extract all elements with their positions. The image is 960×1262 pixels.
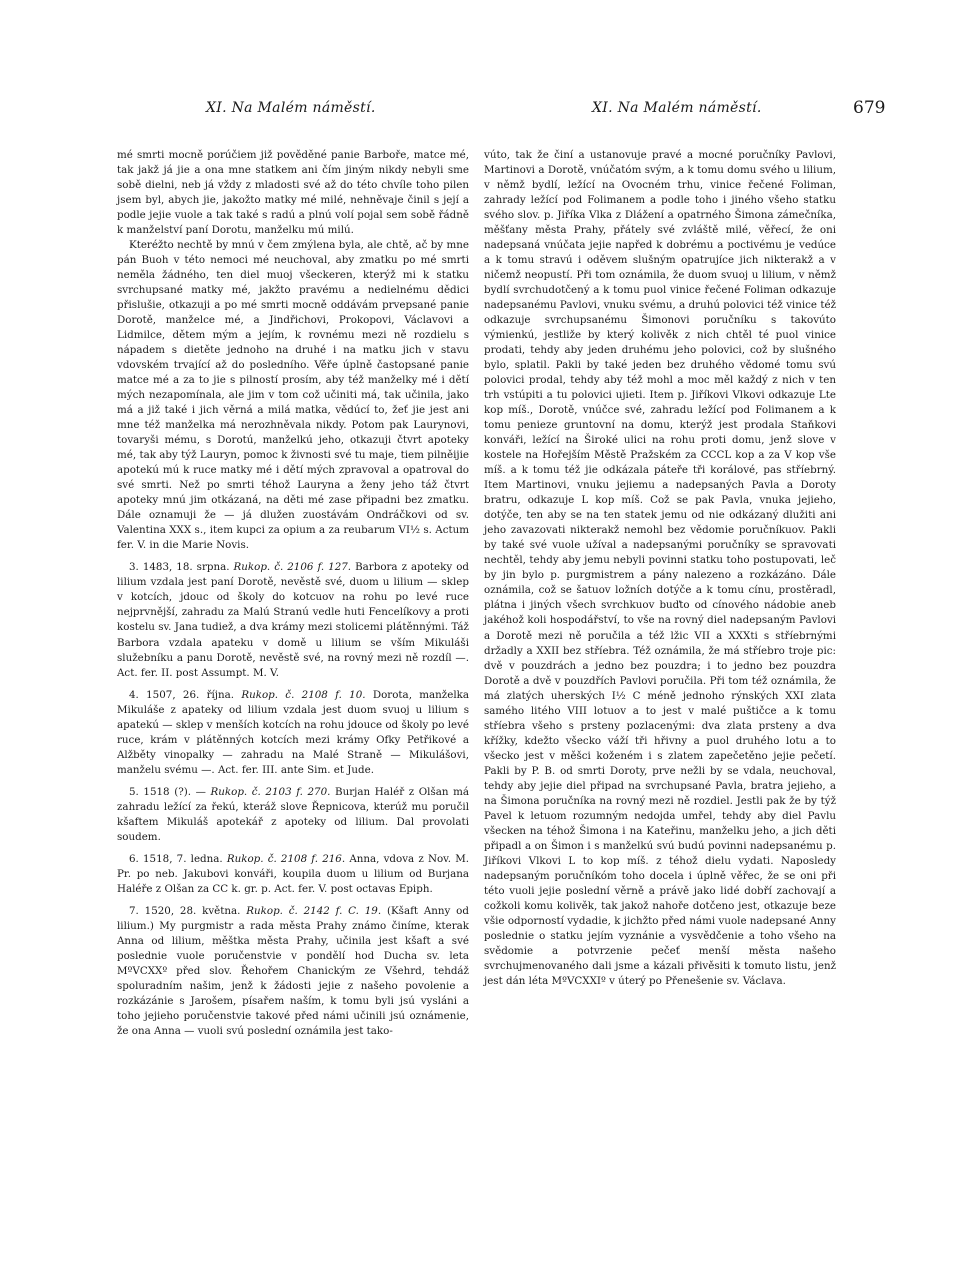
entry-source: Rukop. č. 2108 f. 216. [226, 852, 346, 865]
running-header-right: XI. Na Malém náměstí. [592, 100, 762, 116]
entry-text: Dorota, manželka Mikuláše z apateky od lilium vzdala jest duom svuoj u lilium s apatekú — sklep v menších kotcích na rohu jdouce od školy po levé ruce, krám v plátěnných kotcích mezi krámy Ofky Petřikové a Alžběty vinopalky — zahradu na Malé Straně — Mikulášovi, manželu svému —. Act. fer. III. ante Sim. et Jude. [117, 688, 469, 776]
record-entry-6 [117, 852, 469, 897]
paragraph: vúto, tak že činí a ustanovuje pravé a mocné poručníky Pavlovi, Martinovi a Dorotě, vnúčatóm svým, a k tomu domu svého u lilium, v němž bydlí, ležící na Ovocném trhu, vinice řečené Foliman, zahrady ležící pod Folimanem a podle toho i jiného všeho statku svého slov. p. Jiříka Vlka z Dlážení a opatrného Šimona zámečníka, měšťany města Prahy, přátely své zvláště milé, věřecí, že oni nadepsaná vnúčata jejie napřed k dobrému a poctivému je vedúce a k tomu stravú i oděvem slušným opatrujíce jich nikterakž a v ničemž neopustí. Při tom oznámila, že duom svuoj u lilium, v němž bydlí svrchudotčený a k tomu puol vinice řečené Foliman odkazuje nadepsanému Pavlovi, vnuku svému, a druhú polovici též vinice též odkazuje svrchupsanému Šimonovi poručníku s takovúto výmienkú, jestliže by který kolivěk z nich chtěl té puol vinice prodati, tehdy aby jeden druhému jeho polovici, což by slušného bylo, splatil. Pakli by také jeden bez druhého vědomé tomu svú polovici prodal, tehdy aby též mohl a moc měl každý z nich v ten trh vstúpiti a tu polovici ujieti. Item p. Jiříkovi Vlkovi odkazuje Lte kop míš., Dorotě, vnúčce své, zahradu ležící pod Folimanem a k tomu penieze gruntovní na domu, kterýž jest prodala Staňkovi konváři, ležící na Široké ulici na rohu proti domu, jenž slove v kostele na Hořejším Městě Pražském za CCCL kop a za V kop vše míš. a k tomu též jie odkázala páteře tři korálové, pas stříebrný. Item Martinovi, vnuku jejiemu a nadepsaných Pavla a Doroty bratru, odkazuje L kop míš. Což se pak Pavla, vnuka jejieho, dotýče, ten aby se na ten statek jemu od nie odkázaný dlužiti ani jeho zavazovati nikterakž nemohl bez vědomie poručníkuov. Pakli by také své vuole užíval a nadepsanými poručníky se spravovati nechtěl, tehdy aby jemu nebyli povinni statku toho postupovati, leč by jin bylo p. purgmistrem a pány nalezeno a rozkázáno. Dále oznámila, což se šatuov ložních dotýče a k tomu cínu, prostěradl, plátna i jiných všech svrchkuov buďto od cínového nádobie aneb jakéhož koli hospodářství, to vše na rovný diel nadepsaným Pavlovi a Dorotě mezi ně poručila a též lžic VII a XXXti s stříebrnými držadly a XXII bez stříebra. Též oznámila, že má stříebro troje pic: dvě v pouzdrách a jedno bez pouzdra; i to jedno bez pouzdra Dorotě a dvě v pouzdřích Pavlovi poručila. Při tom též oznámila, že má zlatých uherských I½ C méně jednoho rýnských XXI zlata samého litého VIII lotuov a to jest v malé puštičce a k tomu stříebra všeho s prsteny pozlacenými: dva zlata prsteny a dva křížky, kdežto všecko váží tři hřivny a puol druhého lotu a to všecko jest v měšci koženém i s zlatem zapečetěno jejie pečetí. Pakli by P. B. od smrti Doroty, prve nežli by se vdala, neuchoval, tehdy aby jejie diel připad na svrchupsané Pavla, bratra jejieho, a na Šimona poručníka na rovný mezi ně rozdiel. Jestli pak že by týž Pavel k letuom rozumným nedojda umřel, tehdy aby diel Pavlu všecken na téhož Šimona i na Kateřinu, manželku jeho, a jich děti připadl a on Šimon i s manželkú svú budú povinni nadepsanému p. Jiříkovi Vlkovi L to kop míš. z téhož dielu vydati. Naposledy nadepsaným poručníkóm toho docela i úplně věřec, že se oni při této vuoli jejie poslední věrně a právě jako lidé dobří zachovají a cožkoli komu kolivěk, tak jakož nahoře dotčeno jest, otkazuje beze všie odporností vydadie, k jichžto před námi vuole nadepsané Anny poslednie o statku jejím vyznánie a vysvědčenie a toho všeho na svědomie a potvrzenie pečeť menší města našeho svrchujmenovaného dali jsme a kázali přivěsiti k tomuto listu, jenž jest dán léta MºVCXXIº v úterý po Přenešenie sv. Václava. [484, 149, 836, 987]
entry-heading: 3. 1483, 18. srpna. [129, 561, 230, 574]
entry-source: Rukop. č. 2142 f. C. 19. [246, 904, 382, 917]
page-number: 679 [853, 98, 886, 118]
entry-source: Rukop. č. 2106 f. 127. [233, 561, 352, 574]
paragraph: Kteréžto nechtě by mnú v čem zmýlena byla, ale chtě, ač by mne pán Buoh v této nemoci mé neuchoval, aby zmatku po mé smrti neměla žádného, ten diel muoj všeckeren, kterýž mi k statku svrchupsané matky mé, jakžto pravému a nedielnému dědici přislušie, otkazuji a po mé smrti mocně oddávám prvepsané panie Dorotě, manželce mé, a Jindřichovi, Prokopovi, Václavovi a Lidmilce, dětem mým a jejím, k rovnému mezi ně rozdielu s nápadem s dietěte jednoho na druhé i na matku jich v stavu vdovském trvající až do posledního. Věře úplně častopsané panie matce mé a za to jie s pilností prosím, aby též manželky mé i dětí mých nezapomínala, ale jim v tom což učiniti má, tak učinila, jako má a již také i jich věrná a milá matka, vědúcí to, žeť jie jest ani mne též manželka má nerozhněvala nikdy. Potom pak Laurynovi, tovaryši mému, s Dorotú, manželkú jeho, otkazuji čtvrt apoteky mé, tak aby týž Lauryn, pomoc k živnosti své tu maje, tiem pilněijie apotekú mú k ruce matky mé i dětí mých zpravoval a opatroval do své smrti. Než po smrti téhož Lauryna a ženy jeho táž čtvrt apoteky mnú jim otkázaná, na děti mé zase připadni bez zmatku. Dále oznamuji že — já dlužen zuostávám Ondráčkovi od sv. Valentina XXX s., item kupci za opium a za reubarum VI½ s. Actum fer. V. in die Marie Novis. [117, 239, 469, 552]
record-entry-3 [117, 560, 469, 680]
record-entry-5 [117, 785, 469, 845]
entry-heading: 4. 1507, 26. října. [129, 688, 235, 701]
entry-source: Rukop. č. 2103 f. 270. [210, 785, 331, 798]
record-entry-7 [117, 904, 469, 1039]
record-entry-4 [117, 688, 469, 778]
entry-source: Rukop. č. 2108 f. 10. [241, 688, 366, 701]
left-column [117, 148, 469, 1039]
running-header-left: XI. Na Malém náměstí. [206, 100, 376, 116]
entry-text: Anna, vdova z Nov. M. Pr. po neb. Jakubovi konváři, koupila duom u lilium od Burjana Haléře z Olšan za CC k. gr. p. Act. fer. V. post octavas Epiph. [117, 852, 470, 895]
entry-text: (Kšaft Anny od lilium.) My purgmistr a rada města Prahy známo činíme, kterak Anna od lilium, měštka města Prahy, učinila jest kšaft a své poslednie vuole poručenstvie v pondělí hod Ducha sv. leta MºVCXXº před slov. Řehořem Chanickým ze Všehrd, tehdáž spoluradním našim, jenž k žádosti jejie z našeho povolenie a rozkázánie s Jarošem, písařem naším, k tomu byli jsú vysláni a toho jejieho poručenstvie takové před námi učinili jsú oznámenie, že ona Anna — vuoli svú poslední oznámila jest tako- [117, 904, 469, 1037]
entry-text: Barbora z apoteky od lilium vzdala jest paní Dorotě, nevěstě své, duom u lilium — sklep v kotcích, jdouc od školy do kotcuov na rohu po levé ruce nejprvnější, zahradu za Malú Stranú vedle huti Fencelíkovy a proti kostelu sv. Jana tudiež, a dva krámy mezi stolicemi plátěnnými. Táž Barbora vzdala apateku v domě u lilium se vším Mikuláši služebníku a panu Dorotě, nevěstě své, na rovný mezi ně rozdíl —. Act. fer. II. post Assumpt. M. V. [117, 561, 469, 679]
entry-text: Burjan Haléř z Olšan má zahradu ležící za řekú, kteráž slove Řepnicova, kterúž mu poručil kšaftem Mikuláš apotekář z apoteky od lilium. Dal provolati soudem. [117, 785, 469, 843]
entry-heading: 6. 1518, 7. ledna. [129, 852, 223, 865]
entry-heading: 5. 1518 (?). — [129, 785, 206, 798]
entry-heading: 7. 1520, 28. května. [129, 904, 241, 917]
paragraph: mé smrti mocně porúčiem již pověděné panie Barboře, matce mé, tak jakž já jie a ona mne statkem ani čím jiným nikdy nebyli sme sobě dielni, neb já vždy z mladosti své až do této chvíle toho pilen jsem byl, abych jie, jakožto matky mé milé, nehněvaje činil s její a podle jejie vuole a tak také s radú a plnú volí pojal sem sobě řádně k manželství paní Dorotu, manželku mú milú. [117, 149, 469, 237]
right-column [484, 148, 836, 989]
